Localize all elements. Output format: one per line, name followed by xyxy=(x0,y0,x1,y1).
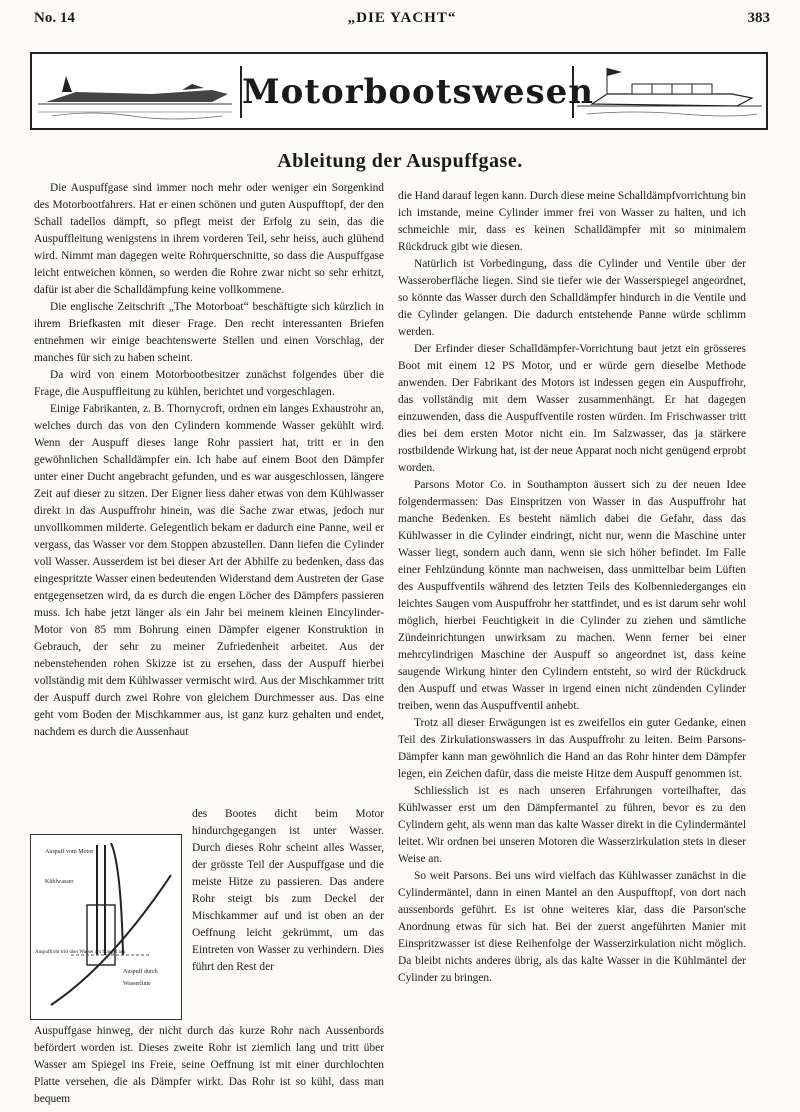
issue-number: No. 14 xyxy=(34,10,75,26)
paragraph: Auspuffgase hinweg, der nicht durch das kurze Rohr nach Aussenbords befördert worden ist. Dieses zweite Rohr ist ziemlich lang und tritt über Wasser am Spiegel ins Freie, seine Oeffnung ist mit einer durchlochten Platte versehen, die als Dämpfer wirkt. Das Rohr ist so kühl, dass man bequem xyxy=(34,1025,384,1105)
figure-wrap-text xyxy=(192,806,384,976)
column-left xyxy=(34,180,384,741)
fig-label: Kühlwasser xyxy=(45,879,74,885)
paragraph: Die Auspuffgase sind immer noch mehr oder weniger ein Sorgenkind des Motorbootfahrers. Hat er einen schönen und guten Auspufftopf, der den Schall tadellos dämpft, so pflegt meist der Erfolg zu sein, das die Auspuffleitung wenigstens in ihrem vorderen Teil, sehr heiss, auch glühend wird. Nimmt man dagegen weite Rohrquerschnitte, so dass die Auspuffgase leicht entweichen können, so werden die Rohre zwar nicht so sehr erhitzt, dafür ist aber die Schalldämpfung keine vollkommene. xyxy=(34,182,384,296)
fig-label: Auspuff durch xyxy=(123,969,158,975)
running-header xyxy=(34,10,770,32)
paragraph: die Hand darauf legen kann. Durch diese meine Schalldämpfvorrichtung bin ich imstande, meine Cylinder immer frei von Wasser zu halten, und ich schmeichle mir, dass es keinen Schalldämpfer mit so minimalem Rückdruck gibt wie diesen. xyxy=(398,190,746,253)
muffler-sketch xyxy=(30,834,182,1020)
page-number: 383 xyxy=(747,10,770,26)
paragraph: Parsons Motor Co. in Southampton äussert sich zu der neuen Idee folgendermassen: Das Einspritzen von Wasser in das Auspuffrohr hat manche Bedenken. Es besteht nämlich dabei die Gefahr, dass das Kühlwasser in die Cylinder eindringt, nicht nur, wenn die Maschine unter Wasser liegt, sondern auch dann, wenn sie sich höher befindet. Im Falle einer Fehlzündung könnte man nachweisen, dass unmittelbar beim Lüften des Auspuffventils während des letzten Teils des Kolbenniederganges ein leichtes Saugen vom Auspuffrohr her stattfindet, und es ist darum sehr wohl möglich, hierbei Feuchtigkeit in die Cylinder zu ziehen und sämtliche Zündeinrichtungen unwirksam zu machen. Wenn ferner bei einer mehrcylindrigen Maschine der Auspuff so angeordnet ist, dass keine saugende Wirkung hinter den Cylindern entsteht, so wird der Rückdruck den Auspuff und etwas Wasser in irgend einen nicht zündenden Cylinder treiben, wenn das Auspuffventil anhebt. xyxy=(398,479,746,712)
paragraph: Trotz all dieser Erwägungen ist es zweifellos ein guter Gedanke, einen Teil des Zirkulationswassers in das Auspuffrohr zu leiten. Beim Parsons-Dämpfer kann man gewöhnlich die Hand an das Rohr hinter dem Dämpfer legen, ein Zeichen dafür, dass die meiste Hitze dem Auspuff genommen ist. xyxy=(398,717,746,780)
banner-title: Motorbootswesen xyxy=(240,66,574,118)
column-left-bottom xyxy=(34,1023,384,1108)
paragraph: Da wird von einem Motorbootbesitzer zunächst folgendes über die Frage, die Auspuffleitung zu kühlen, berichtet und vorgeschlagen. xyxy=(34,369,384,398)
fig-label: Wasserlinie xyxy=(123,981,151,987)
article-title: Ableitung der Auspuffgase. xyxy=(277,150,523,172)
muffler-diagram xyxy=(31,835,181,1019)
paragraph: Der Erfinder dieser Schalldämpfer-Vorrichtung baut jetzt ein grösseres Boot mit einem 12 PS Motor, und er würde gern dieselbe Methode anwenden. Der Fabrikant des Motors ist indessen gegen ein Auspuffrohr, das vollständig mit dem Wasser zusammenhängt. Er hat dagegen einzuwenden, dass die Auspuffventile rosten würden. Im Frischwasser tritt dies bei dem ersten Motor nicht ein. Im Salzwasser, das ja stärkere rostbildende Wirkung hat, ist der neue Apparat noch nicht genügend erprobt worden. xyxy=(398,343,746,474)
paragraph: Schliesslich ist es nach unseren Erfahrungen vorteilhafter, das Kühlwasser erst um den Dämpfermantel zu führen, bevor es zu den Cylindern geht, als wenn man das kalte Wasser direkt in die Cylindermäntel leitet. Wir ordnen bei unseren Motoren die Wasserzirkulation stets in dieser Weise an. xyxy=(398,785,746,865)
paragraph: Die englische Zeitschrift „The Motorboat“ beschäftigte sich kürzlich in ihrem Briefkasten mit dieser Frage. Den recht interessanten Briefen entnehmen wir einige beachtenswerte Stellen und einen Vorschlag, der manches für sich zu haben scheint. xyxy=(34,301,384,364)
fig-label: Auspuff vom Motor xyxy=(45,849,94,855)
column-right xyxy=(398,188,746,987)
journal-title: „DIE YACHT“ xyxy=(347,10,457,26)
paragraph: des Bootes dicht beim Motor hindurchgegangen ist unter Wasser. Durch dieses Rohr scheint alles Wasser, der grösste Teil der Auspuffgase und die meiste Hitze zu passieren. Das andere Rohr steigt bis zum Deckel der Mischkammer auf und ist oben an der Oeffnung leicht gekrümmt, um das Eintreten von Wasser zu verhindern. Dies führt den Rest der xyxy=(192,808,384,973)
fig-label: Auspuffrohr tritt über Wasser am Spiegel aus xyxy=(35,950,126,955)
section-banner xyxy=(30,52,768,130)
paragraph: Natürlich ist Vorbedingung, dass die Cylinder und Ventile über der Wasseroberfläche liegen. Sind sie tiefer wie der Wasserspiegel angeordnet, so könnte das Wasser durch den Schalldämpfer hindurch in die Ventile und die Cylinder gelangen. Die dadurch entstehende Panne würde schlimm werden. xyxy=(398,258,746,338)
paragraph: So weit Parsons. Bei uns wird vielfach das Kühlwasser zunächst in die Cylindermäntel, dann in einen Mantel an den Auspufftopf, von dort nach aussenbords geführt. Es ist ohne weiteres klar, dass die Parson'sche Anordnung etwas für sich hat. Bei der zuerst angeführten Manier mit Einspritzwasser ist diese Reihenfolge der Wasserzirkulation nicht möglich. Da bleibt nichts anderes übrig, als das kalte Wasser in die Kühlmäntel der Cylinder zu bringen. xyxy=(398,870,746,984)
paragraph: Einige Fabrikanten, z. B. Thornycroft, ordnen ein langes Exhaustrohr an, welches durch das von den Cylindern kommende Wasser gekühlt wird. Wenn der Auspuff dieses lange Rohr passiert hat, tritt er in den gewöhnlichen Schalldämpfer ein. Ich habe auf einem Boot den Dämpfer unter einer Ducht angebracht gefunden, und es war ausgeschlossen, längere Zeit auf dieser zu sitzen. Der Eigner liess daher etwas von dem Kühlwasser direkt in das Auspuffrohr hinein, was die Sache zwar etwas, jedoch nur unvollkommen milderte. Gelegentlich bekam er dadurch eine Panne, weil er vergass, das Wasser vor dem Stoppen abzustellen. Dann liefen die Cylinder voll Wasser. Ausserdem ist bei dieser Art der Abhilfe zu bedenken, dass das eingespritzte Wasser einen bedeutenden Widerstand dem Austreten der Gase entgegensetzen wird, da es durch die engen Löcher des Dämpfers passieren muss. Ich habe jetzt länger als ein Jahr bei meinem kleinen Eincylinder-Motor von 85 mm Bohrung einen Dämpfer eigener Konstruktion in Gebrauch, der sehr zu meiner Zufriedenheit arbeitet. Aus der nebenstehenden rohen Skizze ist zu ersehen, dass der Auspuff hierbei vollständig mit dem Kühlwasser vermischt wird. Aus der Mischkammer tritt der Auspuff durch zwei Rohre von gleichem Durchmesser aus. Das eine geht vom Boden der Mischkammer aus, ist ganz kurz gehalten und endet, nachdem es durch die Aussenhaut xyxy=(34,403,384,738)
